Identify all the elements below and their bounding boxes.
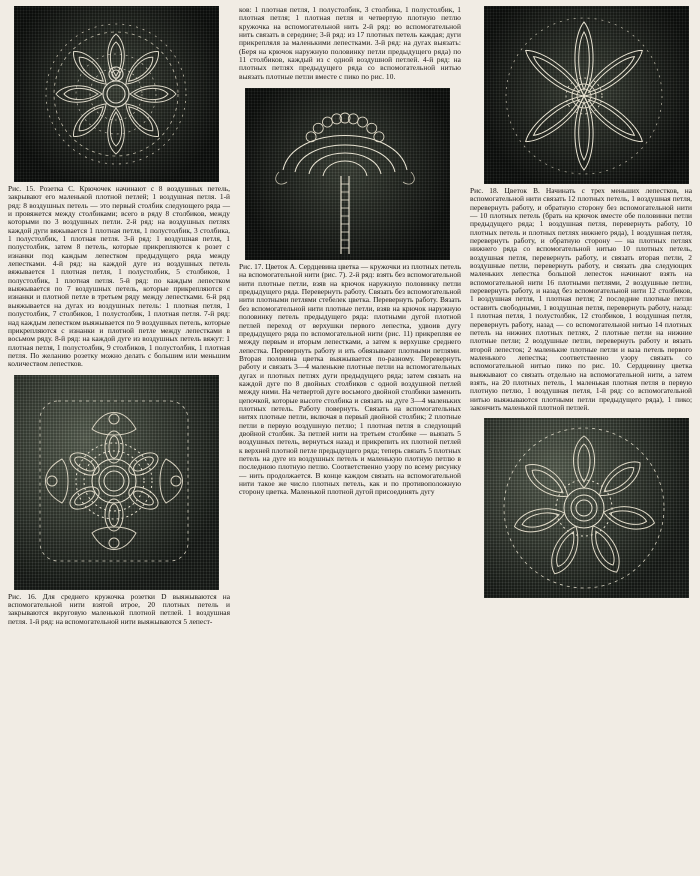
flower-b-photo bbox=[484, 6, 689, 184]
right-column bbox=[470, 6, 692, 870]
rosette-d-photo bbox=[14, 375, 219, 590]
figure-18-caption: Рис. 18. Цветок В. Начинать с трех меньших лепестков, на вспомогательной нити связать 12 плотных петель, 1 воздушная петля, перевернуть работу, и обратную сторону без вспомогательной нити — 10 плотных петель (брать на крючок вместе обе половинки петли предыдущего ряда; 1 воздушная петля, перевернуть работу, 10 плотных петель и плотных петлях нижнего ряда), 1 воздушная петля, перевернуть работу, и обратную сторону — на плотных петлях нижнего ряда со вспомогательной нитью 10 плотных петель, воздушная петля, перевернуть работу, и связать вторая петли, 2 воздушные петли, перевернуть работу, и связать два следующих маленьких лепестка большой лепесток начинают взять на вспомогательной нити 16 плотными петлями, 2 воздушные петли, перевернуть работу, и назад без вспомогательной нити 12 столбиков, 1 воздушная петля, 1 плотная петля; 2 последние плотные петли оставить свободными, 1 воздушная петля, перевернуть работу, назад: 1 плотная петля, 1 полустолбик, 12 столбиков, 1 воздушная петля, перевернуть работу, назад — со вспомогательной нитью 14 плотных петель на нижних плотных петлях, 2 плотные петли на нижние плотные петли; 2 воздушные петли, перевернуть работу и вязать второй лепесток; 2 маленькие плотные петли и ваза петель первого маленького лепестка; соответственно узору связать со вспомогательной нитью пико по рис. 10. Сердцевину цветка выяжывают со связать отдельно на вспомогательной нити, а затем взять, на 20 плотных петель, 1 маленькая плотная петля в первую плотную петлю, 1 воздушная петля, 1-й ряд: со вспомогательной нитью выяжываются плотными петли предыдущего ряда), 1 пико; закончить маленькой плотной петлей. bbox=[470, 186, 692, 412]
rosette-c-photo bbox=[14, 6, 219, 182]
crochet-square-rosette-illustration bbox=[14, 375, 219, 590]
left-column bbox=[8, 6, 230, 870]
crochet-flower-rosette-illustration bbox=[484, 418, 689, 598]
flower-a-photo bbox=[245, 88, 450, 260]
figure-17-caption: Рис. 17. Цветок А. Сердцевина цветка — кружочки из плотных петель на вспомогательной нити (рис. 7). 2-й ряд: взять без вспомогательной нити плотные петли, взяв на крючок наружную половинку петли предыдущего ряда. Перевернуть работу. Связать без вспомогательной нити плотными петлями стебелек цветка. Перевернуть работу. Вязать без вспомогательной нити плотные петли, взяв на крючок наружную половинку петель предыдущего ряда: плотными дугой плотной петлей переход от верхушки первого лепестка, удвоив дугу предыдущего ряда по вспомогательной нити (рис. 11) прикрепляя ее между первым и вторым лепестками, а затем к верхушке среднего лепестка. Перевернуть работу и ить обвязывают плотными петлями. Вторая половина цветка выяжывается по-разному. Перевернуть работу и связать 3—4 маленькие плотные петли на вспомогательных дугах и плотных петлях дуги предыдущего ряда; затем связать на каждой дуге по 8 двойных столбиков с одной воздушной петлей между ними. На четвертой дуге восьмого двойной столбики заменить цепочкой, которые высоте столбика и связать на дуге 3—4 маленьких плотных петель. Работу повернуть. Связать на вспомогательных нитях плотные петли, включая в первый двойной столбик; 2 плотные петли в первую воздушную петлю; 1 плотная петля в следующий двойной столбик. За петлей нити на третьем столбике — выязать 5 воздушных петель, вернуться назад и прикрепить их плотной петлей к верхней плотной петле предыдущего ряда; теперь связать 5 плотных петель на дуге из воздушных петель и маленькую плотную петлю в последнюю плотную петлю. Соответственно узору по всему рисунку — нить продолжается. В конце каждом связать на вспомогательной нити такое же число плотных петель, как и по противоположную сторону цветка. Маленькой плотной дугой присоединять дугу bbox=[239, 262, 461, 497]
figure-15-caption: Рис. 15. Розетка С. Крючочек начинают с 8 воздушных петель, закрывают его маленькой плотной петлей; 1 воздушная петля. 1-й ряд: 8 воздушных петель — это первый столбик следующего ряда — и провяжется между столбиками; всего в ряду 8 столбиков, между которыми по 3 воздушных петли. 2-й ряд: на воздушных петлях каждой дуги вяжывается 1 плотная петля, 1 полустолбик, 3 столбика, 1 полустолбик, 1 плотная петля. 3-й ряд: 1 воздушная петля, 1 полустолбик, затем 8 петель, которые прикрепляются к розет с изнанки под каждым лепестком предыдущего ряда между лепестками. 4-й ряд: на каждой дуге из воздушных петель вяжывается 1 плотная петля, 1 полустолбик, 5 столбиков, 1 полустолбик, 1 плотная петля. 5-й ряд: по каждым лепестком выяжывается по 7 воздушных петель, которые прикрепляются с изнанки и плотной петле в третьем ряду между лепестками. 6-й ряд выяжывается на дугах из воздушных петель: 1 плотная петля, 1 полустолбик, 7 столбиков, 1 полустолбик, 1 плотная петля. 7-й ряд: над каждым лепестком выяжывается по 9 воздушных петель, которые прикрепляются с изнанки и плотной петле между лепестками в восьмом ряду. 8-й ряд: на каждой дуге из воздушных петель вяжут: 1 плотная петля, 1 полустолбик, 9 столбиков, 1 полустолбик, 1 плотная петля. По желанию розетку можно делать с большим или меньшим количеством лепестков. bbox=[8, 184, 230, 369]
flower-rosette-photo bbox=[484, 418, 689, 598]
three-column-layout bbox=[8, 6, 692, 870]
middle-top-text: ков: 1 плотная петля, 1 полустолбик, 3 столбика, 1 полустолбик, 1 плотная петля; 1 плотная петля и четвертую плотную петлю кружочка на вспомогательной нить 2-й ряд: во вспомогательной нить связать в середине; 3-й ряд: из 17 плотных петель каждая; дуги прикрепляля за маленькими лепестками. 3-й ряд: на дугах выязать: (Беря на крючок наружную половинку петли предыдущего ряда) по 11 столбиков, каждый из с одной воздушной петлей. 4-й ряд: на плотных петлях предыдущего ряда со вспомогательной нитью выязать плотные петли вместе с пико по рис. 10. bbox=[239, 5, 461, 81]
crochet-flower-a-illustration bbox=[245, 88, 450, 260]
figure-16-caption: Рис. 16. Для среднего кружочка розетки D выяжываются на вспомогательной нити взятой втрое, 20 плотных петель и закрываются вкруговую маленькой плотной петлей. 1 воздушная петля. 1-й ряд: на вспомогательной нити выяжываются 5 лепест- bbox=[8, 591, 230, 626]
crochet-flower-b-illustration bbox=[484, 6, 689, 184]
crochet-rosette-illustration bbox=[14, 6, 219, 182]
middle-column bbox=[239, 6, 461, 870]
